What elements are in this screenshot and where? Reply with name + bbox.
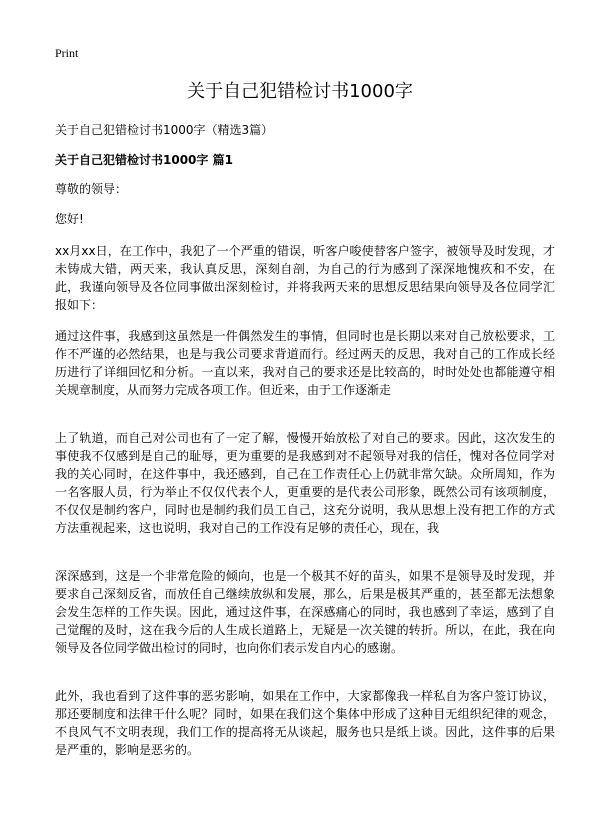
- section-heading: 关于自己犯错检讨书1000字 篇1: [55, 153, 233, 167]
- paragraph: 此外，我也看到了这件事的恶劣影响，如果在工作中，大家都像我一样私自为客户签订协议，那还要制度和法律干什么呢？同时，如果在我们这个集体中形成了这种目无组织纪律的观念，不良风气不文明表现，我们工作的提高将无从谈起，服务也只是纸上谈。因此，这件事的后果是严重的，影响是恶劣的。: [55, 689, 555, 757]
- document-subtitle: 关于自己犯错检讨书1000字（精选3篇）: [55, 123, 274, 137]
- paragraph: 上了轨道，而自己对公司也有了一定了解，慢慢开始放松了对自己的要求。因此，这次发生的事使我不仅感到是自己的耻辱，更为重要的是我感到对不起领导对我的信任，愧对各位同学对我的关心同时，在这件事中，我还感到，自己在工作责任心上仍就非常欠缺。众所周知，作为一名客服人员，行为举止不仅仅代表个人，更重要的是代表公司形象，既然公司有该项制度，不仅仅是制约客户，同时也是制约我们员工自己，这充分说明，我从思想上没有把工作的方式方法重视起来，这也说明，我对自己的工作没有足够的责任心，现在，我: [55, 431, 555, 535]
- paragraph: xx月xx日，在工作中，我犯了一个严重的错误，听客户唆使替客户签字，被领导及时发现，才未铸成大错，两天来，我认真反思，深刻自剖，为自己的行为感到了深深地愧疚和不安，在此，我谨向领导及各位同事做出深刻检讨，并将我两天来的思想反思结果向领导及各位同学汇报如下：: [55, 244, 555, 312]
- print-label: Print: [55, 46, 79, 60]
- greeting-line: 您好!: [55, 212, 84, 226]
- document-title: 关于自己犯错检讨书1000字: [187, 81, 413, 102]
- salutation: 尊敬的领导：: [55, 182, 128, 196]
- paragraph: 通过这件事，我感到这虽然是一件偶然发生的事情，但同时也是长期以来对自己放松要求，工作不严谨的必然结果，也是与我公司要求背道而行。经过两天的反思，我对自己的工作成长经历进行了详细回忆和分析。一直以来，我对自己的要求还是比较高的，时时处处也都能遵守相关规章制度，从而努力完成各项工作。但近来，由于工作逐渐走: [55, 329, 555, 397]
- paragraph: 深深感到，这是一个非常危险的倾向，也是一个极其不好的苗头，如果不是领导及时发现，并要求自己深刻反省，而放任自己继续放纵和发展，那么，后果是极其严重的，甚至都无法想象会发生怎样的工作失误。因此，通过这件事，在深感痛心的同时，我也感到了幸运，感到了自己觉醒的及时，这在我今后的人生成长道路上，无疑是一次关键的转折。所以，在此，我在向领导及各位同学做出检讨的同时，也向你们表示发自内心的感谢。: [55, 569, 555, 655]
